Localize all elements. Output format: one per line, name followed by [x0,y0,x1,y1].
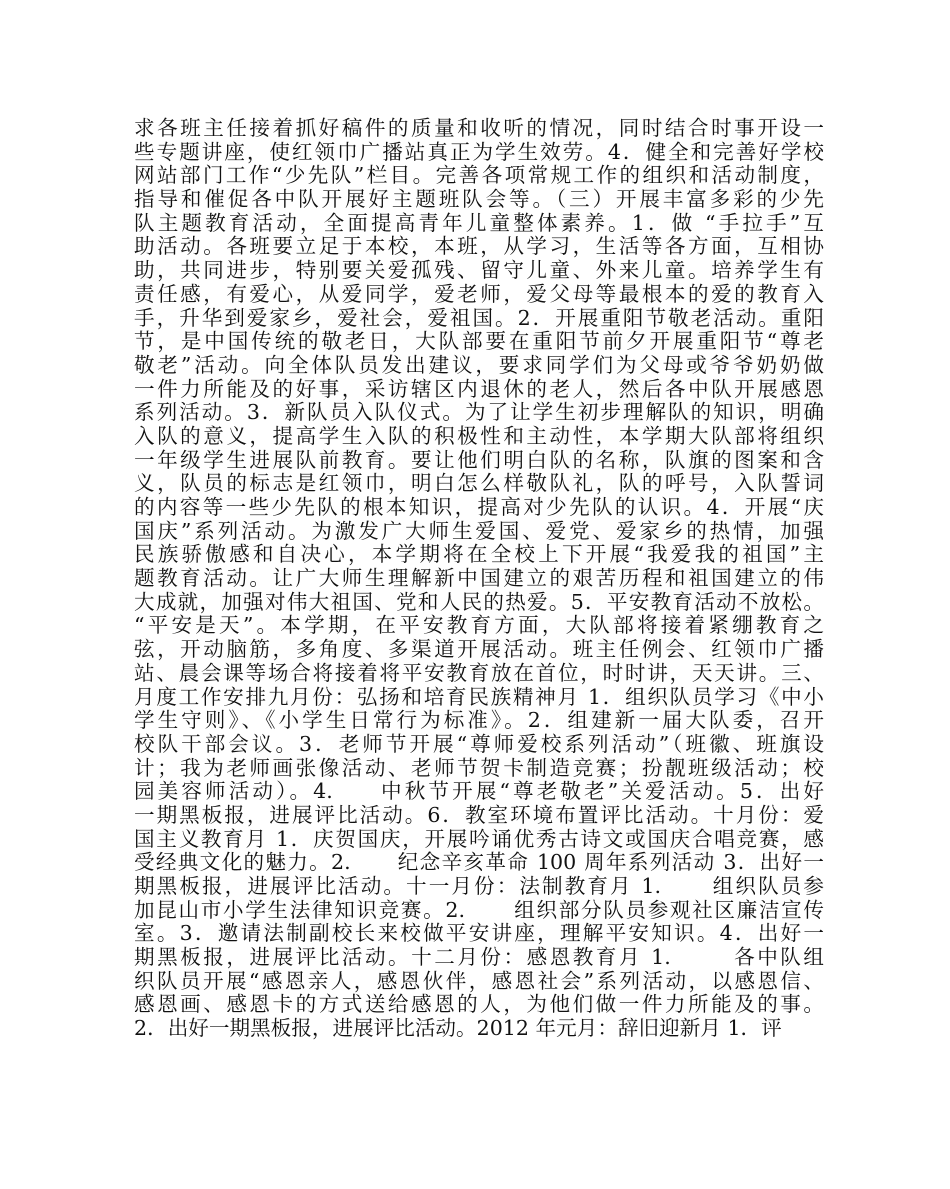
text-line: 助活动。各班要立足于本校，本班，从学习，生活等各方面，互相协 [134,234,824,259]
text-line: 手，升华到爱家乡，爱社会，爱祖国。2．开展重阳节敬老活动。重阳 [134,305,824,330]
text-line: 题教育活动。让广大师生理解新中国建立的艰苦历程和祖国建立的伟 [134,566,824,591]
text-line: 一期黑板报，进展评比活动。6．教室环境布置评比活动。十月份：爱 [134,802,824,827]
text-line: 求各班主任接着抓好稿件的质量和收听的情况，同时结合时事开设一 [134,116,824,140]
text-line: 园美容师活动）。4. 中秋节开展“尊老敬老”关爱活动。5．出好 [134,779,824,804]
text-line: 计；我为老师画张像活动、老师节贺卡制造竞赛；扮靓班级活动；校 [134,755,824,780]
text-line: 网站部门工作“少先队”栏目。完善各项常规工作的组织和活动制度， [134,163,824,188]
text-line: 敬老”活动。向全体队员发出建议，要求同学们为父母或爷爷奶奶做 [134,352,824,377]
text-line: 一年级学生进展队前教育。要让他们明白队的名称，队旗的图案和含 [134,447,824,472]
text-line: 站、晨会课等场合将接着将平安教育放在首位，时时讲，天天讲。三、 [134,660,824,685]
text-line: 些专题讲座，使红领巾广播站真正为学生效劳。4．健全和完善好学校 [134,139,824,164]
text-line: 节，是中国传统的敬老日，大队部要在重阳节前夕开展重阳节“尊老 [134,329,824,354]
text-line: 加昆山市小学生法律知识竞赛。2. 组织部分队员参观社区廉洁宣传 [134,897,824,922]
text-line: “平安是天”。本学期，在平安教育方面，大队部将接着紧绷教育之 [134,613,824,638]
text-line: 民族骄傲感和自决心，本学期将在全校上下开展“我爱我的祖国”主 [134,542,824,567]
text-line: 的内容等一些少先队的根本知识，提高对少先队的认识。4．开展“庆 [134,495,824,519]
text-line: 期黑板报，进展评比活动。十一月份：法制教育月 1. 组织队员参 [134,874,824,898]
text-line: 感恩画、感恩卡的方式送给感恩的人，为他们做一件力所能及的事。 [134,992,824,1017]
text-line: 入队的意义，提高学生入队的积极性和主动性，本学期大队部将组织 [134,423,824,448]
text-line: 国主义教育月 1．庆贺国庆，开展吟诵优秀古诗文或国庆合唱竞赛，感 [134,826,824,851]
text-line: 2．出好一期黑板报，进展评比活动。2012 年元月：辞旧迎新月 1．评 [134,1016,782,1041]
text-line: 弦，开动脑筋，多角度、多渠道开展活动。班主任例会、红领巾广播 [134,637,824,662]
text-line: 织队员开展“感恩亲人，感恩伙伴，感恩社会”系列活动，以感恩信、 [134,968,824,993]
text-line: 义，队员的标志是红领巾，明白怎么样敬队礼，队的呼号，入队誓词 [134,471,824,496]
text-line: 期黑板报，进展评比活动。十二月份：感恩教育月 1. 各中队组 [134,945,824,970]
body-text [134,117,824,1041]
text-line: 大成就，加强对伟大祖国、党和人民的热爱。5．平安教育活动不放松。 [134,589,824,614]
text-line: 责任感，有爱心，从爱同学，爱老师，爱父母等最根本的爱的教育入 [134,281,824,306]
text-line: 指导和催促各中队开展好主题班队会等。（三）开展丰富多彩的少先 [134,187,824,212]
text-line: 助，共同进步，特别要关爱孤残、留守儿童、外来儿童。培养学生有 [134,258,824,283]
text-line: 受经典文化的魅力。2. 纪念辛亥革命 100 周年系列活动 3．出好一 [134,850,824,875]
text-line: 国庆”系列活动。为激发广大师生爱国、爱党、爱家乡的热情，加强 [134,518,824,543]
text-line: 月度工作安排九月份：弘扬和培育民族精神月 1．组织队员学习《中小 [134,684,824,709]
text-line: 室。3．邀请法制副校长来校做平安讲座，理解平安知识。4．出好一 [134,921,824,946]
text-line: 系列活动。3．新队员入队仪式。为了让学生初步理解队的知识，明确 [134,400,824,425]
text-line: 队主题教育活动，全面提高青年儿童整体素养。1．做 “手拉手”互 [134,210,824,235]
text-line: 一件力所能及的好事，采访辖区内退休的老人，然后各中队开展感恩 [134,376,824,401]
text-line: 校队干部会议。3．老师节开展“尊师爱校系列活动”（班徽、班旗设 [134,731,824,756]
text-line: 学生守则》、《小学生日常行为标准》。2．组建新一届大队委，召开 [134,708,824,733]
